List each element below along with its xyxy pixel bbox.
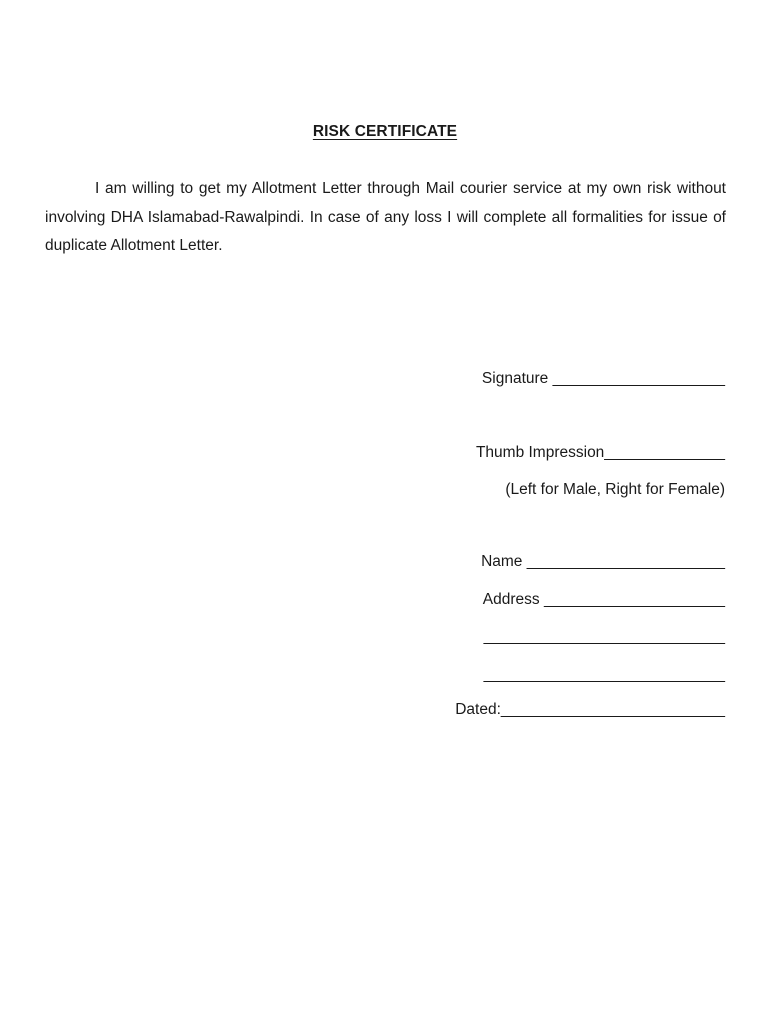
dated-field: Dated:__________________________	[455, 701, 725, 718]
address-line-3: ____________________________	[483, 666, 725, 683]
thumb-impression-note: (Left for Male, Right for Female)	[505, 481, 725, 498]
signature-field: Signature ____________________	[481, 370, 725, 387]
name-field: Name _______________________	[481, 553, 725, 570]
certificate-body-text: I am willing to get my Allotment Letter through Mail courier service at my own risk without involving DHA Islamabad-Rawalpindi. In case of any loss I will complete all formalities for issue of duplicate Allotment Letter.	[45, 180, 726, 254]
address-field: Address _____________________	[482, 591, 725, 608]
thumb-impression-field: Thumb Impression______________	[475, 444, 725, 461]
address-line-2: ____________________________	[483, 628, 725, 645]
document-title: RISK CERTIFICATE	[312, 123, 458, 140]
